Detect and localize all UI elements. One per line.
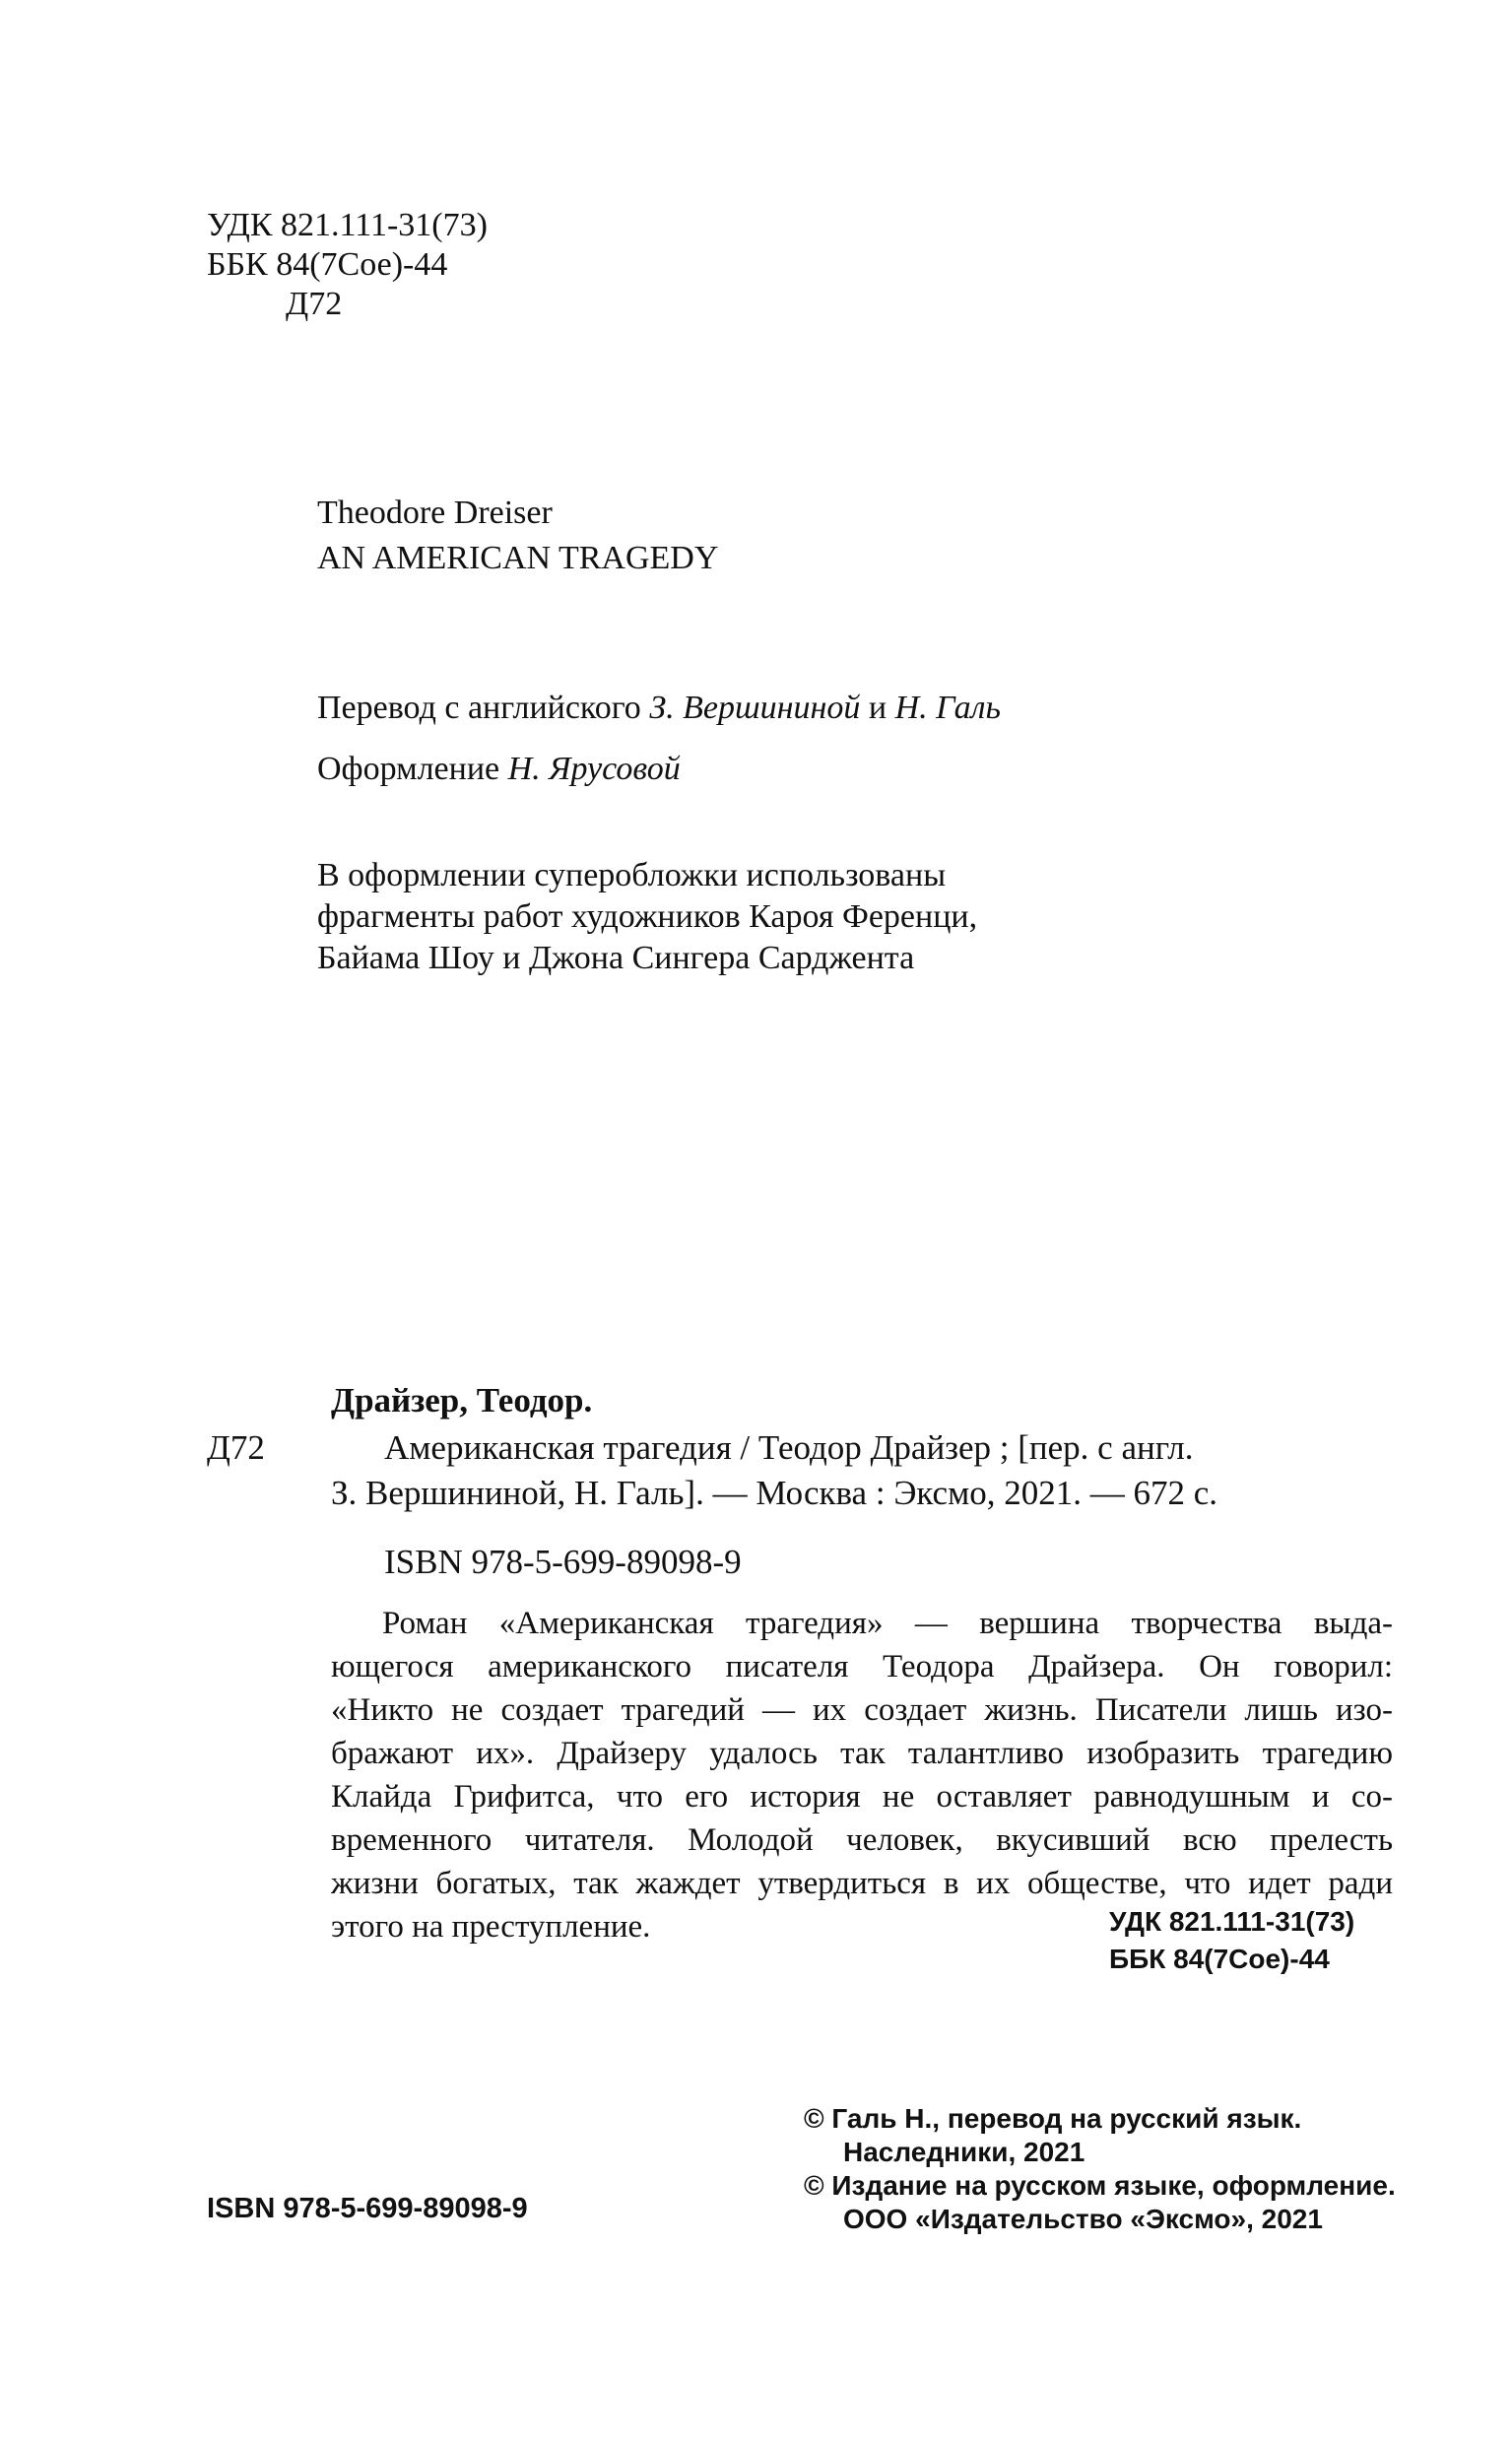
bbk-code-bottom: ББК 84(7Сое)-44 [1109, 1944, 1330, 1974]
author-mark: Д72 [286, 286, 343, 322]
annotation-line: жизни богатых, так жаждет утвердиться в их обществе, что идет ради [331, 1866, 1393, 1901]
jacket-note-line: Байама Шоу и Джона Сингера Сарджента [317, 940, 915, 976]
annotation [331, 1602, 1393, 1948]
original-author: Theodore Dreiser [317, 495, 553, 531]
annotation-line: Клайда Грифитса, что его история не оставляет равнодушным и со- [331, 1779, 1393, 1815]
copyright-line: Наследники, 2021 [843, 2137, 1085, 2167]
catalog-mark: Д72 [207, 1428, 265, 1467]
original-title: AN AMERICAN TRAGEDY [317, 540, 719, 576]
annotation-line: «Никто не создает трагедий — их создает жизнь. Писатели лишь изо- [331, 1692, 1393, 1728]
translation-credit [317, 688, 1001, 729]
annotation-line: ющегося американского писателя Теодора Драйзера. Он говорил: [331, 1649, 1393, 1684]
catalog-entry-line: З. Вершининой, Н. Галь]. — Москва : Эксмо, 2021. — 672 с. [331, 1474, 1218, 1512]
designer-name: Н. Ярусовой [507, 751, 681, 787]
isbn-bottom: ISBN 978-5-699-89098-9 [207, 2193, 528, 2224]
catalog-heading: Драйзер, Теодор. [331, 1381, 593, 1420]
catalog-isbn: ISBN 978-5-699-89098-9 [384, 1543, 742, 1581]
design-credit [317, 749, 681, 790]
copyright-line: © Галь Н., перевод на русский язык. [804, 2103, 1302, 2134]
bbk-code: ББК 84(7Сое)-44 [207, 246, 448, 283]
jacket-note [317, 855, 977, 979]
copyright-line: ООО «Издательство «Эксмо», 2021 [843, 2204, 1323, 2234]
annotation-line: Роман «Американская трагедия» — вершина творчества выда- [382, 1606, 1393, 1641]
udk-code: УДК 821.111-31(73) [207, 207, 488, 243]
annotation-line: бражают их». Драйзеру удалось так талантливо изобразить трагедию [331, 1736, 1393, 1771]
jacket-note-line: фрагменты работ художников Кароя Ференци, [317, 898, 978, 935]
annotation-line: этого на преступление. [331, 1909, 651, 1945]
design-prefix: Оформление [317, 751, 508, 787]
copyright-line: © Издание на русском языке, оформление. [804, 2170, 1396, 2201]
annotation-line: временного читателя. Молодой человек, вкусивший всю прелесть [331, 1822, 1393, 1858]
udk-code-bottom: УДК 821.111-31(73) [1109, 1906, 1355, 1937]
catalog-entry-line: Американская трагедия / Теодор Драйзер ; [пер. с англ. [384, 1428, 1194, 1467]
translator-1: З. Вершининой [649, 690, 861, 726]
translation-prefix: Перевод с английского [317, 690, 650, 726]
translation-and: и [860, 690, 895, 726]
translator-2: Н. Галь [894, 690, 1001, 726]
jacket-note-line: В оформлении суперобложки использованы [317, 857, 947, 893]
